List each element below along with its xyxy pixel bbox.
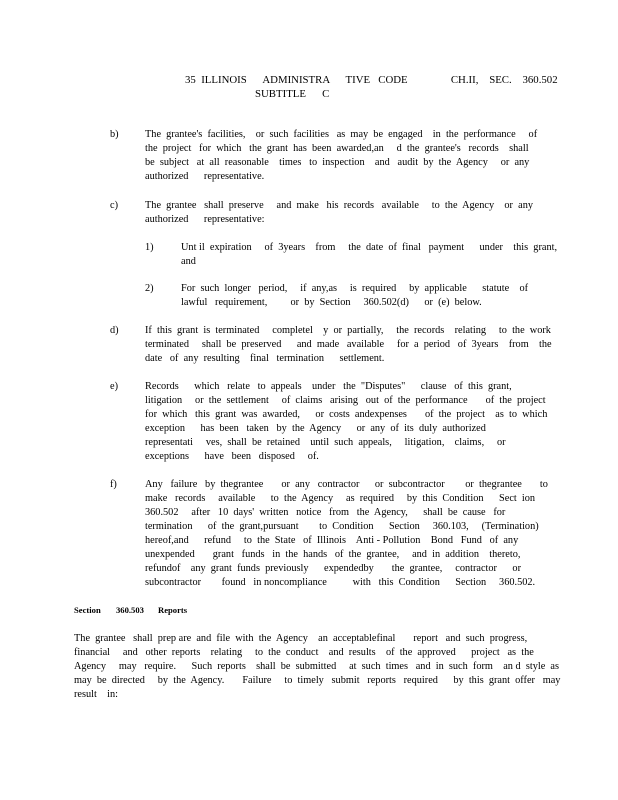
item-label: e) — [110, 381, 118, 392]
sub-item-text-line: lawful requirement, or by Section 360.502(d) or (e) below. — [181, 297, 482, 308]
paragraph-line: The grantee shall prep are and file with the Agency an acceptablefinal report and such progress, — [74, 633, 528, 644]
sub-item-text-line: and — [181, 256, 196, 267]
item-text-line: the project for which the grant has been awarded,an d the grantee's records shall — [145, 143, 529, 154]
item-label: f) — [110, 479, 117, 490]
sub-item-text-line: For such longer period, if any,as is required by applicable statute of — [181, 283, 529, 294]
item-text-line: The grantee shall preserve and make his records available to the Agency or any — [145, 200, 534, 211]
item-text-line: 360.502 after 10 days' written notice from the Agency, shall be cause for — [145, 507, 506, 518]
item-text-line: litigation or the settlement of claims arising out of the performance of the project — [145, 395, 546, 406]
item-text-line: be subject at all reasonable times to inspection and audit by the Agency or any — [145, 157, 530, 168]
paragraph-line: financial and other reports relating to the conduct and results of the approved project as the — [74, 647, 534, 658]
header-line-2: SUBTITLE C — [255, 88, 330, 100]
item-label: d) — [110, 325, 119, 336]
item-text-line: subcontractor found in noncompliance with this Condition Section 360.502. — [145, 577, 536, 588]
section-label: Section — [74, 605, 101, 615]
item-text-line: refundof any grant funds previously expendedby the grantee, contractor or — [145, 563, 522, 574]
item-text-line: termination of the grant,pursuant to Condition Section 360.103, (Termination) — [145, 521, 539, 532]
item-label: b) — [110, 129, 119, 140]
item-text-line: Any failure by thegrantee or any contractor or subcontractor or thegrantee to — [145, 479, 548, 490]
item-label: c) — [110, 200, 118, 211]
sub-item-text-line: Unt il expiration of 3years from the date of final payment under this grant, — [181, 242, 558, 253]
paragraph-line: result in: — [74, 689, 119, 700]
item-text-line: exceptions have been disposed of. — [145, 451, 319, 462]
sub-item-label: 2) — [145, 283, 154, 294]
item-text-line: for which this grant was awarded, or costs andexpenses of the project as to which — [145, 409, 548, 420]
sub-item-label: 1) — [145, 242, 154, 253]
item-text-line: Records which relate to appeals under the "Disputes" clause of this grant, — [145, 381, 512, 392]
item-text-line: If this grant is terminated completel y or partially, the records relating to the work — [145, 325, 551, 336]
item-text-line: authorized representative. — [145, 171, 265, 182]
paragraph-line: may be directed by the Agency. Failure to timely submit reports required by this grant offer may — [74, 675, 561, 686]
item-text-line: exception has been taken by the Agency or any of its duly authorized — [145, 423, 486, 434]
item-text-line: The grantee's facilities, or such facilities as may be engaged in the performance of — [145, 129, 538, 140]
item-text-line: unexpended grant funds in the hands of the grantee, and in addition thereto, — [145, 549, 521, 560]
item-text-line: hereof,and refund to the State of Illinois Anti - Pollution Bond Fund of any — [145, 535, 519, 546]
paragraph-line: Agency may require. Such reports shall be submitted at such times and in such form an d style as — [74, 661, 560, 672]
item-text-line: date of any resulting final termination settlement. — [145, 353, 385, 364]
item-text-line: terminated shall be preserved and made available for a period of 3years from the — [145, 339, 552, 350]
section-title: Reports — [158, 605, 188, 615]
section-number: 360.503 — [116, 605, 144, 615]
header-line-1: 35 ILLINOIS ADMINISTRA TIVE CODE CH.II, SEC. 360.502 — [185, 74, 558, 86]
item-text-line: make records available to the Agency as required by this Condition Sect ion — [145, 493, 536, 504]
item-text-line: representati ves, shall be retained until such appeals, litigation, claims, or — [145, 437, 506, 448]
item-text-line: authorized representative: — [145, 214, 265, 225]
